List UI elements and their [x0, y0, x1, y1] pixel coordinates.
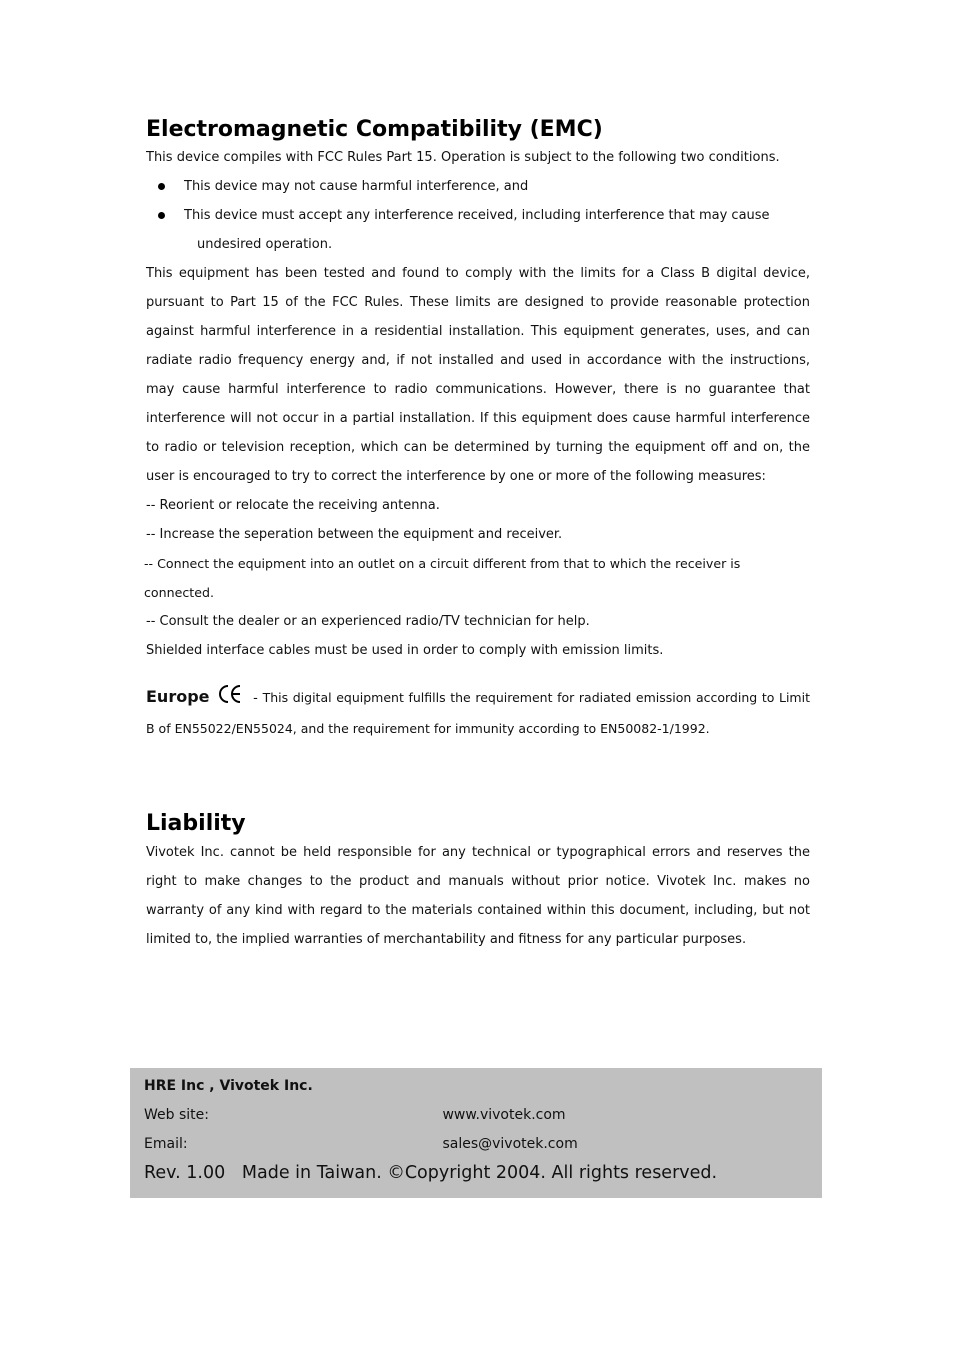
europe-dash: -	[253, 691, 258, 706]
website-row	[144, 1107, 804, 1123]
emc-heading: Electromagnetic Compatibility (EMC)	[146, 117, 603, 142]
company-footer	[130, 1068, 822, 1198]
liability-heading: Liability	[146, 811, 246, 836]
measure-item: -- Connect the equipment into an outlet on a circuit different from that to which the receiver is connected.	[144, 556, 741, 600]
condition-text: This device may not cause harmful interference, and	[184, 179, 529, 194]
email-row	[144, 1136, 804, 1152]
liability-body: Vivotek Inc. cannot be held responsible for any technical or typographical errors and reserves the right to make changes to the product and manuals without prior notice. Vivotek Inc. makes no warranty of any kind with regard to the materials contained within this document, including, but not limited to, the implied warranties of merchantability and fitness for any particular purposes.	[146, 845, 810, 947]
europe-label: Europe	[146, 687, 210, 706]
measure-item: -- Reorient or relocate the receiving antenna.	[146, 498, 440, 513]
measure-item: -- Consult the dealer or an experienced radio/TV technician for help.	[146, 614, 590, 629]
email-label: Email:	[144, 1136, 188, 1152]
measure-item: -- Increase the seperation between the equipment and receiver.	[146, 527, 563, 542]
list-item	[146, 201, 810, 259]
bullet-icon	[158, 212, 165, 219]
list-item	[146, 172, 810, 201]
emc-intro: This device compiles with FCC Rules Part 15. Operation is subject to the following two conditions.	[146, 150, 780, 165]
bullet-icon	[158, 183, 165, 190]
emc-body: This equipment has been tested and found to comply with the limits for a Class B digital device, pursuant to Part 15 of the FCC Rules. These limits are designed to provide reasonable protection against harmful interference in a residential installation. This equipment generates, uses, and can radiate radio frequency energy and, if not installed and used in accordance with the instructions, may cause harmful interference to radio communications. However, there is no guarantee that interference will not occur in a partial installation. If this equipment does cause harmful interference to radio or television reception, which can be determined by turning the equipment off and on, the user is encouraged to try to correct the interference by one or more of the following measures:	[146, 266, 810, 484]
document-page	[146, 116, 810, 954]
shielded-note: Shielded interface cables must be used in order to comply with emission limits.	[146, 643, 664, 658]
condition-text: This device must accept any interference received, including interference that may cause	[184, 208, 770, 223]
europe-section	[146, 683, 810, 744]
revision-copyright: Rev. 1.00 Made in Taiwan. ©Copyright 2004. All rights reserved.	[144, 1163, 718, 1183]
conditions-list	[146, 172, 810, 259]
email-link[interactable]: sales@vivotek.com	[442, 1136, 578, 1152]
condition-text-continued: undesired operation.	[197, 237, 333, 252]
website-link[interactable]: www.vivotek.com	[442, 1107, 566, 1123]
company-name: HRE Inc , Vivotek Inc.	[144, 1078, 313, 1094]
ce-mark-icon	[218, 684, 244, 715]
website-label: Web site:	[144, 1107, 209, 1123]
europe-text: This digital equipment fulfills the requirement for radiated emission according to Limit B of EN55022/EN55024, and the requirement for immunity according to EN50082-1/1992.	[146, 690, 810, 736]
